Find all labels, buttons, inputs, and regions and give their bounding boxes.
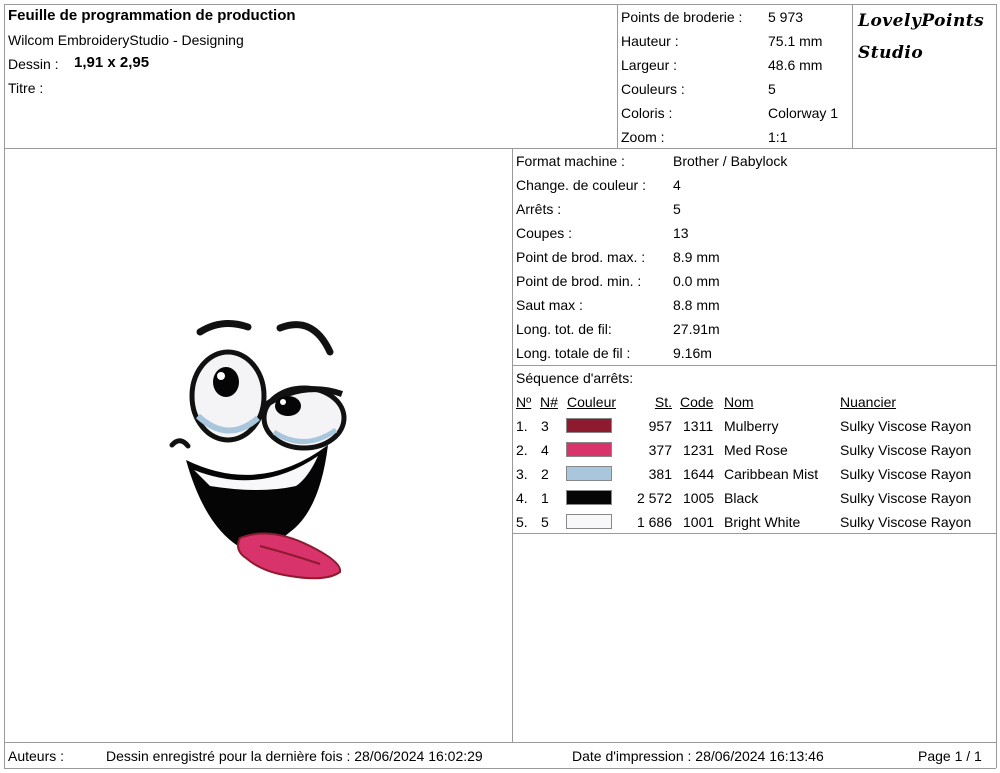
dessin-label: Dessin : <box>8 56 59 72</box>
detail-value: 5 <box>673 201 681 217</box>
row-n: 1 <box>541 490 549 506</box>
header-nuancier: Nuancier <box>840 394 897 410</box>
tongue <box>238 534 340 579</box>
row-no: 5. <box>516 514 528 530</box>
detail-value: 13 <box>673 225 689 241</box>
row-code: 1231 <box>683 442 715 458</box>
detail-value: 8.8 mm <box>673 297 720 313</box>
detail-label: Change. de couleur : <box>516 177 646 193</box>
row-no: 1. <box>516 418 528 434</box>
row-st: 2 572 <box>636 490 672 506</box>
detail-label: Coupes : <box>516 225 573 241</box>
header-bottom-border <box>4 148 996 149</box>
logo-line-2: Studio <box>858 43 924 63</box>
summary-value: Colorway 1 <box>768 105 839 121</box>
color-swatch <box>566 442 612 457</box>
row-nuancier: Sulky Viscose Rayon <box>840 442 972 458</box>
left-eyebrow <box>200 323 248 332</box>
right-border <box>996 4 997 768</box>
bottom-border <box>4 768 996 769</box>
details-divider <box>512 365 996 366</box>
app-name: Wilcom EmbroideryStudio - Designing <box>8 32 244 48</box>
header-code: Code <box>680 394 714 410</box>
summary-value: 5 973 <box>768 9 804 25</box>
footer-print-date: Date d'impression : 28/06/2024 16:13:46 <box>572 748 824 764</box>
detail-value: 4 <box>673 177 681 193</box>
summary-label: Coloris : <box>621 105 673 121</box>
color-swatch <box>566 418 612 433</box>
row-st: 377 <box>648 442 672 458</box>
logo-line-1: LovelyPoints <box>858 11 985 31</box>
row-nom: Bright White <box>724 514 801 530</box>
footer-auteurs: Auteurs : <box>8 748 65 764</box>
header-couleur: Couleur <box>567 394 617 410</box>
details-left-border <box>512 148 513 742</box>
row-n: 4 <box>541 442 549 458</box>
row-no: 2. <box>516 442 528 458</box>
sequence-title: Séquence d'arrêts: <box>516 370 634 386</box>
header-st: St. <box>654 394 672 410</box>
footer-top-border <box>4 742 996 743</box>
right-pupil <box>275 396 301 416</box>
sequence-bottom-border <box>512 533 996 534</box>
smile-line <box>172 441 188 446</box>
summary-value: 5 <box>768 81 776 97</box>
detail-label: Arrêts : <box>516 201 562 217</box>
detail-label: Format machine : <box>516 153 625 169</box>
row-nuancier: Sulky Viscose Rayon <box>840 466 972 482</box>
embroidery-design-preview <box>150 310 370 590</box>
left-pupil <box>213 367 239 397</box>
summary-label: Hauteur : <box>621 33 679 49</box>
row-nuancier: Sulky Viscose Rayon <box>840 514 972 530</box>
row-n: 2 <box>541 466 549 482</box>
footer-page-number: Page 1 / 1 <box>918 748 982 764</box>
summary-left-border <box>617 4 618 148</box>
row-code: 1644 <box>683 466 715 482</box>
right-eyebrow <box>280 325 330 352</box>
footer-saved-date: Dessin enregistré pour la dernière fois : 28/06/2024 16:02:29 <box>106 748 483 764</box>
row-st: 381 <box>648 466 672 482</box>
summary-label: Zoom : <box>621 129 665 145</box>
row-n: 5 <box>541 514 549 530</box>
sheet-title: Feuille de programmation de production <box>8 7 296 24</box>
summary-value: 75.1 mm <box>768 33 823 49</box>
row-code: 1311 <box>683 418 714 434</box>
left-border <box>4 4 5 768</box>
detail-value: 0.0 mm <box>673 273 720 289</box>
summary-value: 48.6 mm <box>768 57 823 73</box>
row-n: 3 <box>541 418 549 434</box>
row-nuancier: Sulky Viscose Rayon <box>840 490 972 506</box>
row-st: 1 686 <box>636 514 672 530</box>
summary-label: Points de broderie : <box>621 9 743 25</box>
top-border <box>4 4 996 5</box>
detail-label: Point de brod. min. : <box>516 273 642 289</box>
titre-label: Titre : <box>8 80 44 96</box>
row-nuancier: Sulky Viscose Rayon <box>840 418 972 434</box>
header-n: N# <box>540 394 558 410</box>
summary-label: Largeur : <box>621 57 678 73</box>
detail-value: 27.91m <box>673 321 720 337</box>
detail-label: Saut max : <box>516 297 583 313</box>
color-swatch <box>566 466 612 481</box>
dessin-value: 1,91 x 2,95 <box>74 54 150 71</box>
row-nom: Caribbean Mist <box>724 466 819 482</box>
row-st: 957 <box>648 418 672 434</box>
row-nom: Mulberry <box>724 418 779 434</box>
detail-value: 8.9 mm <box>673 249 720 265</box>
row-nom: Black <box>724 490 759 506</box>
row-no: 4. <box>516 490 528 506</box>
summary-label: Couleurs : <box>621 81 685 97</box>
color-swatch <box>566 514 612 529</box>
detail-label: Long. totale de fil : <box>516 345 631 361</box>
detail-value: Brother / Babylock <box>673 153 788 169</box>
row-code: 1005 <box>683 490 715 506</box>
summary-value: 1:1 <box>768 129 788 145</box>
row-nom: Med Rose <box>724 442 788 458</box>
header-no: Nº <box>516 394 532 410</box>
detail-label: Point de brod. max. : <box>516 249 646 265</box>
header-nom: Nom <box>724 394 754 410</box>
detail-value: 9.16m <box>673 345 712 361</box>
row-code: 1001 <box>683 514 715 530</box>
logo-left-border <box>852 4 853 148</box>
row-no: 3. <box>516 466 528 482</box>
detail-label: Long. tot. de fil: <box>516 321 612 337</box>
color-swatch <box>566 490 612 505</box>
